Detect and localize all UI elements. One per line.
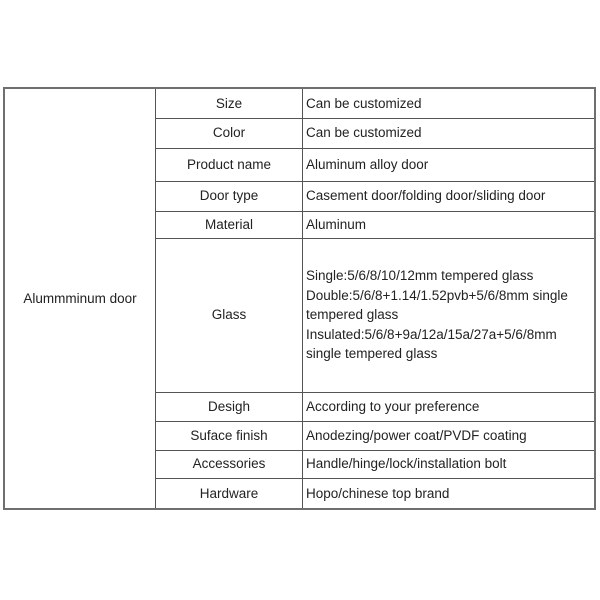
attribute-cell: Hardware [156,478,303,509]
glass-line: Single:5/6/8/10/12mm tempered glass [306,268,534,284]
glass-line: single tempered glass [306,346,438,362]
glass-line: Double:5/6/8+1.14/1.52pvb+5/6/8mm single [306,287,568,303]
attribute-cell: Glass [156,238,303,392]
attribute-cell: Accessories [156,450,303,478]
table-row [4,88,595,118]
value-cell: Anodezing/power coat/PVDF coating [303,421,596,450]
value-cell: Aluminum alloy door [303,148,596,181]
attribute-cell: Desigh [156,392,303,421]
attribute-cell: Size [156,88,303,118]
attribute-cell: Color [156,118,303,148]
attribute-cell: Door type [156,181,303,211]
category-cell: Alummminum door [4,88,156,509]
attribute-cell: Product name [156,148,303,181]
value-cell: Aluminum [303,211,596,238]
attribute-cell: Suface finish [156,421,303,450]
glass-line: tempered glass [306,307,399,323]
glass-value-cell [303,238,596,392]
value-cell: Handle/hinge/lock/installation bolt [303,450,596,478]
value-cell: Hopo/chinese top brand [303,478,596,509]
attribute-cell: Material [156,211,303,238]
value-cell: Can be customized [303,118,596,148]
value-cell: Casement door/folding door/sliding door [303,181,596,211]
value-cell: According to your preference [303,392,596,421]
product-spec-table [3,87,596,510]
glass-line: Insulated:5/6/8+9a/12a/15a/27a+5/6/8mm [306,326,557,342]
value-cell: Can be customized [303,88,596,118]
